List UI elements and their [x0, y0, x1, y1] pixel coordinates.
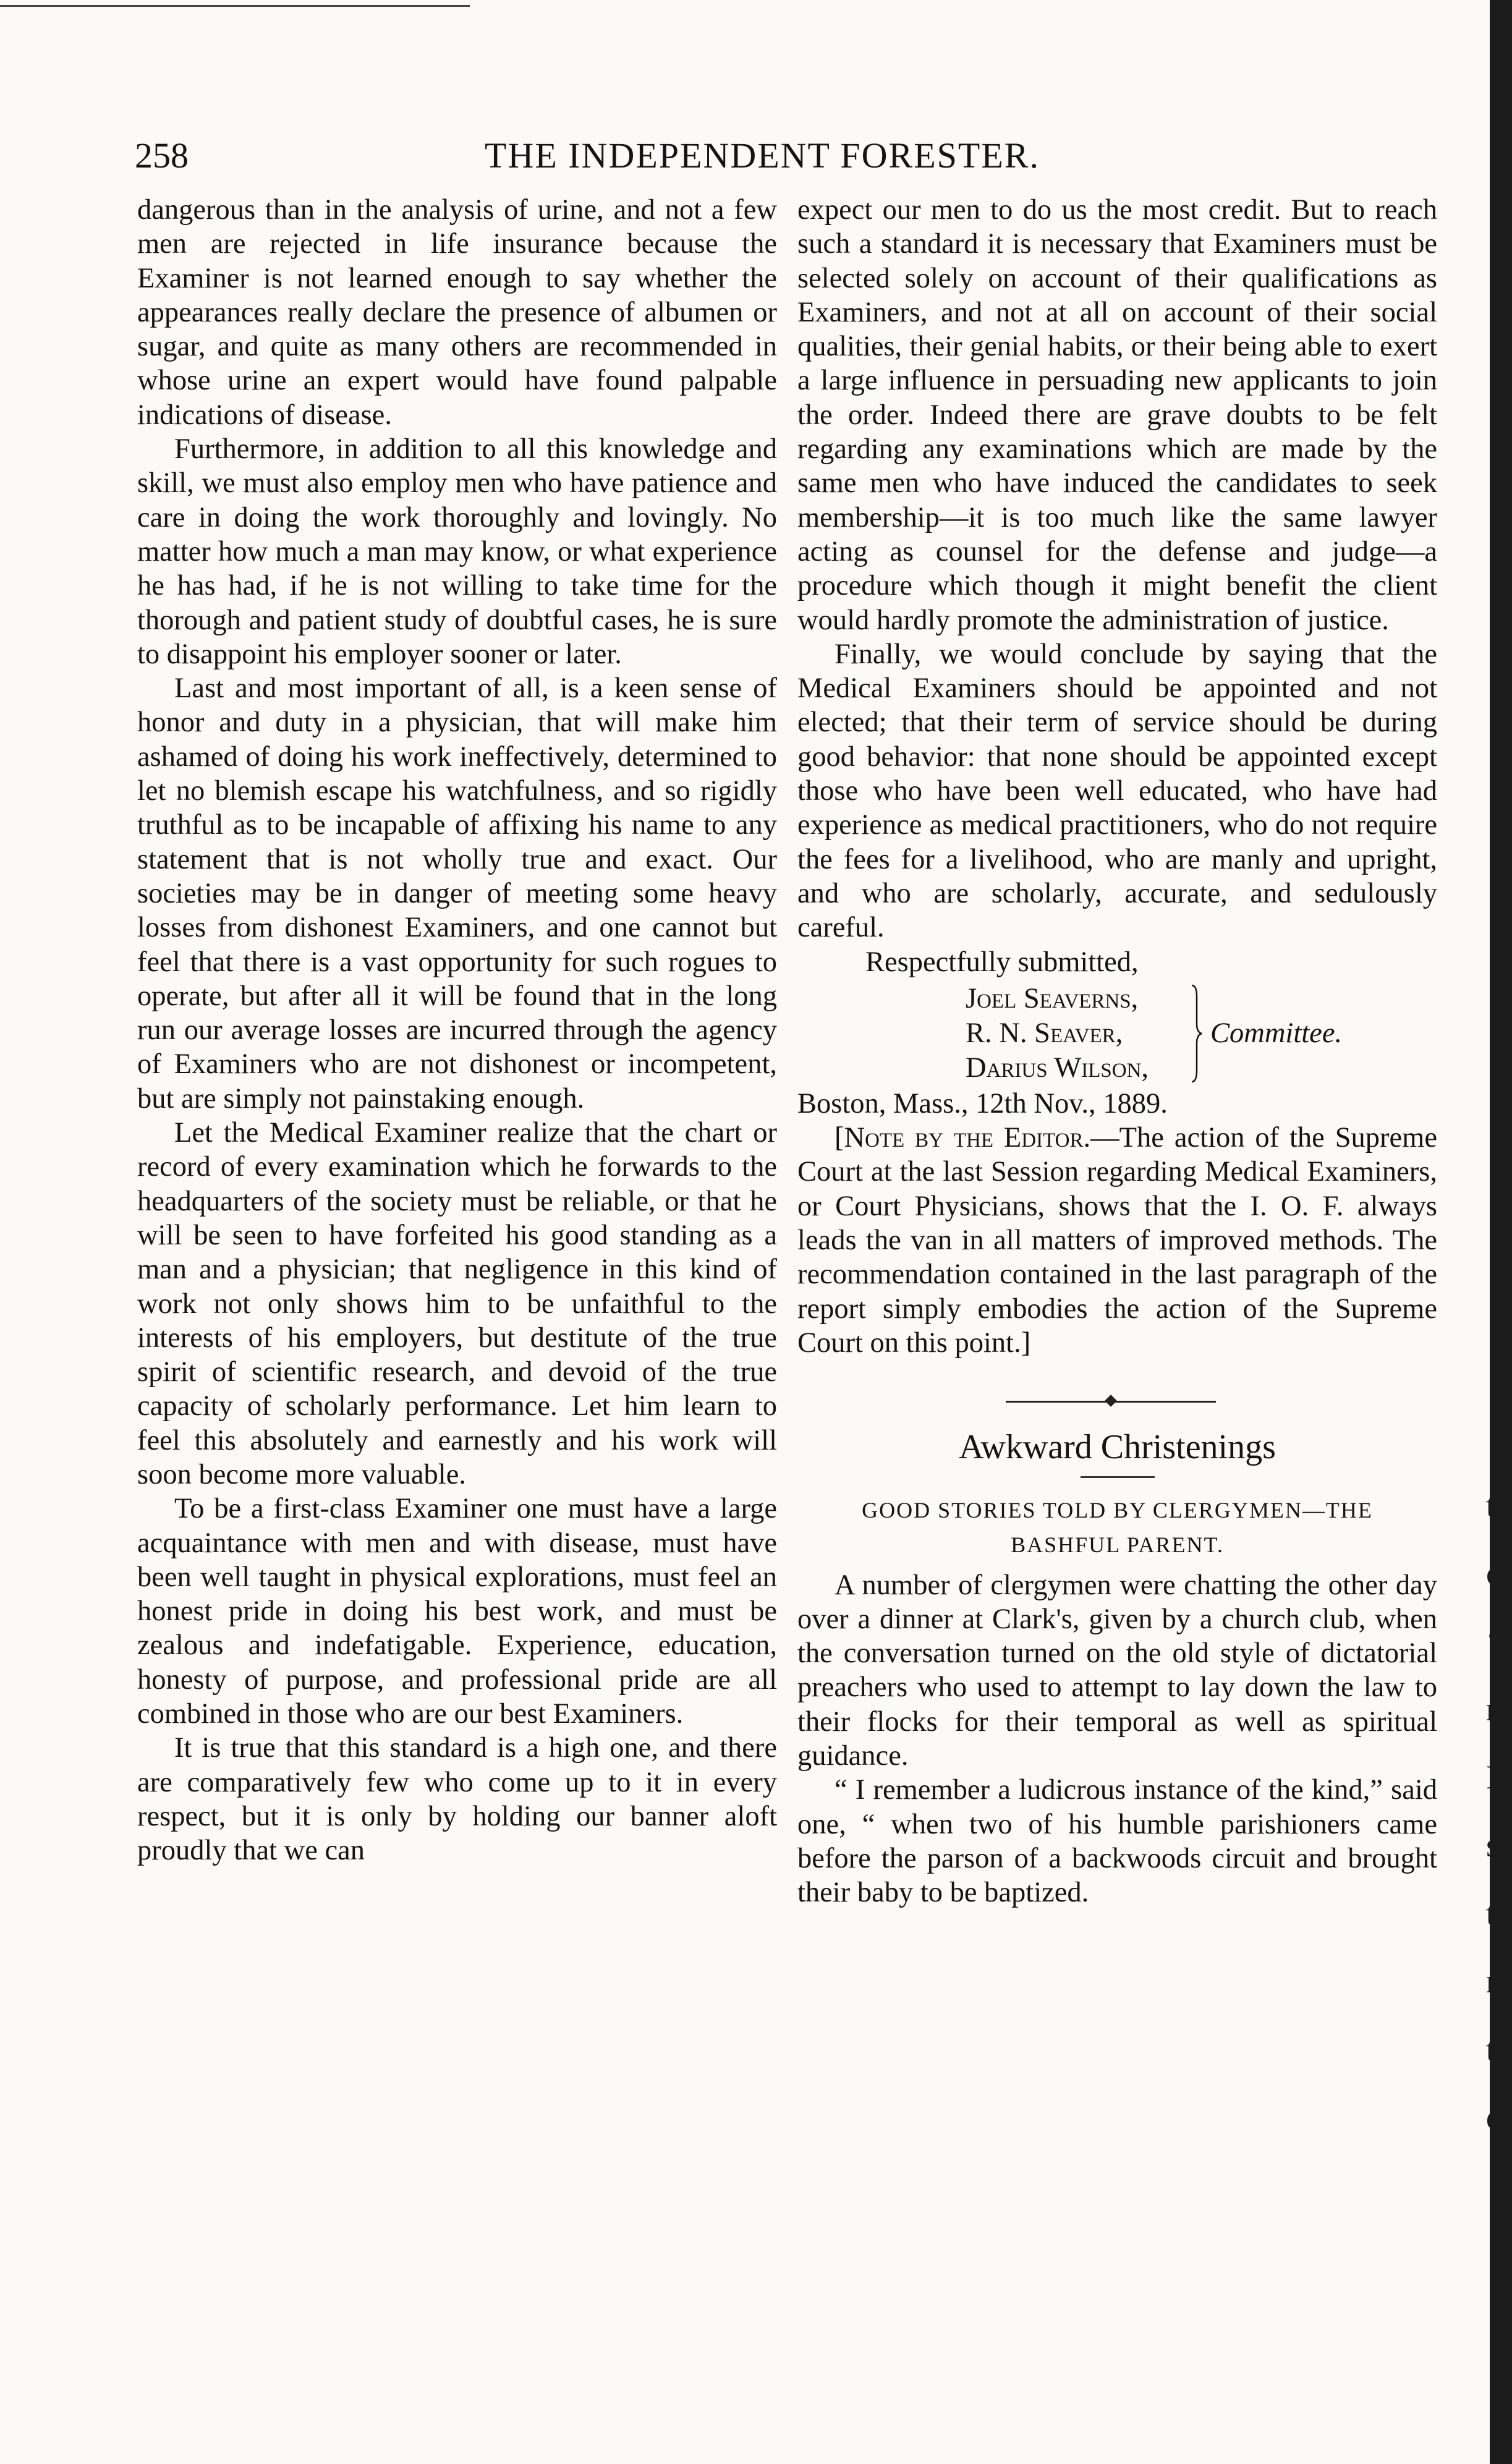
paragraph: Last and most important of all, is a keen sense of honor and duty in a physician, that will make him ashamed of doing his work ineffectively, determined to let no blemish escape his watchfulness, and so rigidly truthful as to be incapable of affixing his name to any statement that is not wholly true and exact. Our societies may be in danger of meeting some heavy losses from dishonest Examiners, and one cannot but feel that there is a vast opportunity for such rogues to operate, but after all it will be found that in the long run our average losses are incurred through the agency of Examiners who are not dishonest or incompetent, but are simply not painstaking enough.: [137, 673, 777, 1115]
edge-fragment: tl: [1486, 2031, 1505, 2068]
top-rule: [0, 5, 470, 7]
edge-fragment: ‘: [1486, 1623, 1497, 1660]
article-title: Awkward Christenings: [959, 1428, 1276, 1467]
edge-fragment: s: [1486, 1827, 1500, 1864]
signatory: Darius Wilson,: [966, 1051, 1149, 1084]
brace-icon: [1191, 984, 1203, 1083]
place-date: Boston, Mass., 12th Nov., 1889.: [797, 1087, 1168, 1119]
paragraph: expect our men to do us the most credit. But to reach such a standard it is necessary that Examiners must be selected solely on account of their qualifications as Examiners, and not at all on account of their social qualities, their genial habits, or their being able to exert a large influence in persuading new applicants to join the order. Indeed there are grave doubts to be felt regarding any examinations which are made by the same men who have induced the candidates to seek membership—it is too much like the same lawyer acting as counsel for the defense and judge—a procedure which though it might benefit the client would hardly promote the administration of justice.: [797, 194, 1437, 636]
edge-fragment: t: [1486, 1487, 1496, 1524]
committee-label: Committee.: [1210, 1017, 1343, 1049]
page-header: [135, 135, 1433, 184]
paragraph: Finally, we would conclude by saying that the Medical Examiners should be appointed and not elected; that their term of service should be during good behavior: that none should be appointed except those who have been well educated, who have had experience as medical practitioners, who do not require the fees for a livelihood, who are manly and upright, and who are scholarly, accurate, and sedulously careful.: [797, 638, 1437, 944]
edge-fragment: c: [1486, 1555, 1501, 1592]
left-column: [137, 193, 777, 1868]
adjacent-page-fragments: [1486, 1471, 1508, 2151]
paragraph: To be a first-class Examiner one must have a large acquaintance with men and with disease, must have been well taught in physical explorations, must feel an honest pride in doing his best work, and must be zealous and indefatigable. Experience, education, honesty of purpose, and professional pride are all combined in those who are our best Examiners.: [137, 1493, 777, 1730]
signatory: R. N. Seaver,: [966, 1017, 1123, 1049]
paragraph: It is true that this standard is a high one, and there are comparatively few who come up to it in every respect, but it is only by holding our banner aloft proudly that we can: [137, 1732, 777, 1867]
paragraph: dangerous than in the analysis of urine, and not a few men are rejected in life insurance because the Examiner is not learned enough to say whether the appearances really declare the presence of albumen or sugar, and quite as many others are recommended in whose urine an expert would have found palpable indications of disease.: [137, 194, 777, 431]
article-subtitle-line: GOOD STORIES TOLD BY CLERGYMEN—THE: [862, 1497, 1373, 1523]
signature-block: [797, 982, 1437, 1087]
title-rule: [1081, 1476, 1155, 1478]
article-subtitle-line: BASHFUL PARENT.: [1011, 1532, 1224, 1557]
edge-fragment: I: [1486, 1759, 1497, 1796]
signatory: Joel Seaverns,: [966, 982, 1139, 1014]
article-subtitle: [797, 1493, 1437, 1562]
paragraph: A number of clergymen were chatting the other day over a dinner at Clark's, given by a church club, when the conversation turned on the old style of dictatorial preachers who used to attempt to lay down the law to their flocks for their temporal as well as spiritual guidance.: [797, 1569, 1437, 1772]
edge-fragment: n: [1486, 1963, 1503, 2000]
signatory-list: [966, 982, 1149, 1085]
signoff: Respectfully submitted,: [865, 946, 1139, 978]
edge-fragment: tl: [1486, 1895, 1505, 1932]
editor-note-label: [Note by the Editor.: [835, 1122, 1091, 1154]
paragraph: “ I remember a ludicrous instance of the kind,” said one, “ when two of his humble parishioners came before the parson of a backwoods circuit and brought their baby to be baptized.: [797, 1774, 1437, 1909]
edge-fragment: r: [1486, 1691, 1497, 1728]
diamond-icon: [1105, 1395, 1117, 1407]
editor-note: [797, 1121, 1437, 1360]
running-title: THE INDEPENDENT FORESTER.: [485, 135, 1040, 176]
paragraph: Let the Medical Examiner realize that the chart or record of every examination which he forwards to the headquarters of the society must be reliable, or that he will be seen to have forfeited his good standing as a man and a physician; that negligence in this kind of work not only shows him to be unfaithful to the interests of his employers, but destitute of the true spirit of scientific research, and devoid of the true capacity of scholarly performance. Let him learn to feel this absolutely and earnestly and his work will soon become more valuable.: [137, 1117, 777, 1490]
right-column: [797, 193, 1437, 1910]
paragraph: Furthermore, in addition to all this knowledge and skill, we must also employ men who have patience and care in doing the work thoroughly and lovingly. No matter how much a man may know, or what experience he has had, if he is not willing to take time for the thorough and patient study of doubtful cases, he is sure to disappoint his employer sooner or later.: [137, 433, 777, 670]
editor-note-text: —The action of the Supreme Court at the last Session regarding Medical Examiners, or Court Physicians, shows that the I. O. F. always leads the van in all matters of improved methods. The recommendation contained in the last paragraph of the report simply embodies the action of the Supreme Court on this point.]: [797, 1122, 1437, 1359]
edge-fragment: d: [1486, 2099, 1503, 2136]
page-number: 258: [135, 135, 189, 176]
section-divider: [797, 1383, 1437, 1421]
